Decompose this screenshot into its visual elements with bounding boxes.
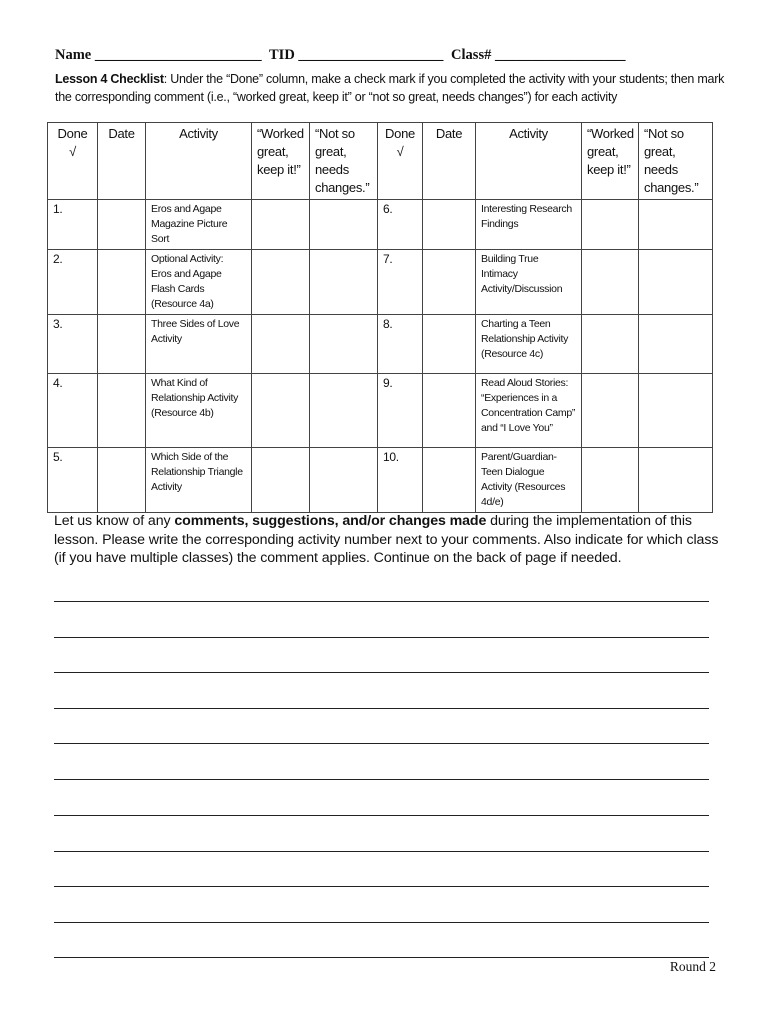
comment-line[interactable]: [54, 601, 709, 602]
comments-prompt: Let us know of any comments, suggestions, and/or changes made during the implementation of this lesson. Please write the corresponding activity number next to your comments. Also indicate for which class (if you have multiple classes) the comment applies. Continue on the back of page if needed.: [54, 513, 719, 566]
date-cell[interactable]: [423, 374, 476, 448]
table-row: [48, 315, 713, 374]
date-cell[interactable]: [98, 448, 146, 513]
not-so-great-cell[interactable]: [639, 448, 713, 513]
worked-great-cell[interactable]: [582, 250, 639, 315]
date-cell[interactable]: [98, 315, 146, 374]
done-column-header-2: Done √: [378, 123, 423, 200]
done-cell[interactable]: 9.: [378, 374, 423, 448]
comment-line[interactable]: [54, 672, 709, 673]
table-row: [48, 200, 713, 250]
done-cell[interactable]: 3.: [48, 315, 98, 374]
not-so-great-cell[interactable]: [639, 200, 713, 250]
worked-great-cell[interactable]: [252, 250, 310, 315]
not-so-great-cell[interactable]: [310, 374, 378, 448]
worked-great-cell[interactable]: [582, 374, 639, 448]
round-label: Round 2: [669, 959, 716, 974]
activity-cell: Which Side of the Relationship Triangle Activity: [146, 448, 252, 513]
table-row: [48, 448, 713, 513]
comment-line[interactable]: [54, 815, 709, 816]
not-so-great-cell[interactable]: [310, 250, 378, 315]
check-mark-icon: √: [69, 144, 76, 159]
date-cell[interactable]: [98, 250, 146, 315]
comment-line[interactable]: [54, 779, 709, 780]
done-cell[interactable]: 10.: [378, 448, 423, 513]
done-cell[interactable]: 8.: [378, 315, 423, 374]
worked-great-cell[interactable]: [582, 448, 639, 513]
table-row: [48, 250, 713, 315]
worked-great-cell[interactable]: [582, 315, 639, 374]
done-cell[interactable]: 1.: [48, 200, 98, 250]
checklist-title: Lesson 4 Checklist: [55, 72, 164, 86]
instructions: [55, 70, 735, 106]
done-cell[interactable]: 2.: [48, 250, 98, 315]
check-mark-icon: √: [396, 144, 404, 159]
done-cell[interactable]: 4.: [48, 374, 98, 448]
checklist-table: [47, 122, 713, 513]
done-cell[interactable]: 5.: [48, 448, 98, 513]
activity-cell: Optional Activity: Eros and Agape Flash Cards (Resource 4a): [146, 250, 252, 315]
comment-line[interactable]: [54, 922, 709, 923]
tid-field-label: TID ____________________: [269, 47, 444, 63]
worked-great-cell[interactable]: [252, 374, 310, 448]
date-column-header: Date: [98, 123, 146, 200]
instructions-text: : Under the “Done” column, make a check mark if you completed the activity with your students; then mark the corresponding comment (i.e., “worked great, keep it” or “not so great, needs changes”) for each activity: [55, 72, 725, 104]
table-header-row: [48, 123, 713, 200]
comments-emphasis: comments, suggestions, and/or changes made: [174, 513, 487, 529]
worked-great-column-header-2: “Worked great, keep it!”: [582, 123, 639, 200]
worked-great-cell[interactable]: [252, 200, 310, 250]
not-so-great-cell[interactable]: [639, 315, 713, 374]
activity-cell: Interesting Research Findings: [476, 200, 582, 250]
comment-line[interactable]: [54, 637, 709, 638]
date-cell[interactable]: [423, 250, 476, 315]
not-so-great-cell[interactable]: [639, 374, 713, 448]
date-cell[interactable]: [423, 315, 476, 374]
done-cell[interactable]: 6.: [378, 200, 423, 250]
not-so-great-column-header-2: “Not so great, needs changes.”: [639, 123, 713, 200]
activity-cell: Building True Intimacy Activity/Discussion: [476, 250, 582, 315]
done-column-header: Done √: [48, 123, 98, 200]
activity-cell: Three Sides of Love Activity: [146, 315, 252, 374]
activity-cell: Eros and Agape Magazine Picture Sort: [146, 200, 252, 250]
not-so-great-cell[interactable]: [310, 448, 378, 513]
not-so-great-cell[interactable]: [310, 315, 378, 374]
worked-great-cell[interactable]: [252, 315, 310, 374]
activity-column-header-2: Activity: [476, 123, 582, 200]
activity-column-header: Activity: [146, 123, 252, 200]
comment-line[interactable]: [54, 886, 709, 887]
date-cell[interactable]: [423, 200, 476, 250]
worked-great-column-header: “Worked great, keep it!”: [252, 123, 310, 200]
done-cell[interactable]: 7.: [378, 250, 423, 315]
date-cell[interactable]: [98, 200, 146, 250]
activity-cell: Read Aloud Stories: “Experiences in a Concentration Camp” and “I Love You”: [476, 374, 582, 448]
date-cell[interactable]: [98, 374, 146, 448]
date-cell[interactable]: [423, 448, 476, 513]
class-field-label: Class# __________________: [451, 47, 626, 63]
name-field-label: Name _______________________: [55, 47, 262, 63]
worked-great-cell[interactable]: [582, 200, 639, 250]
activity-cell: Charting a Teen Relationship Activity (Resource 4c): [476, 315, 582, 374]
comment-line[interactable]: [54, 957, 709, 958]
date-column-header-2: Date: [423, 123, 476, 200]
not-so-great-column-header: “Not so great, needs changes.”: [310, 123, 378, 200]
activity-cell: Parent/Guardian-Teen Dialogue Activity (Resources 4d/e): [476, 448, 582, 513]
header-fields: [55, 47, 735, 64]
activity-cell: What Kind of Relationship Activity (Resource 4b): [146, 374, 252, 448]
not-so-great-cell[interactable]: [639, 250, 713, 315]
not-so-great-cell[interactable]: [310, 200, 378, 250]
worked-great-cell[interactable]: [252, 448, 310, 513]
comment-line[interactable]: [54, 708, 709, 709]
table-row: [48, 374, 713, 448]
comment-line[interactable]: [54, 743, 709, 744]
comment-line[interactable]: [54, 851, 709, 852]
